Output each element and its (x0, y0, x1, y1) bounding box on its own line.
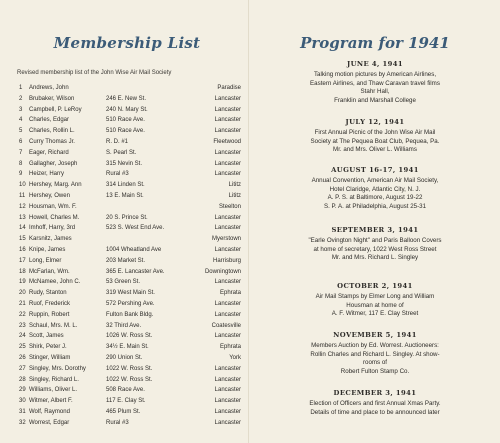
member-number: 15 (19, 236, 26, 243)
event-date: JULY 12, 1941 (345, 118, 405, 126)
member-city: Lancaster (214, 387, 241, 394)
member-number: 19 (19, 279, 26, 286)
member-name: Housman, Wm. F. (29, 203, 77, 210)
member-number: 29 (19, 387, 26, 394)
member-row (19, 342, 241, 353)
member-city: Lancaster (214, 214, 241, 221)
member-name: Ruof, Frederick (29, 300, 71, 307)
member-address: 34½ E. Main St. (106, 344, 149, 351)
member-address: 523 S. West End Ave. (106, 225, 165, 232)
member-name: Charles, Rollin L. (29, 128, 75, 135)
member-row (19, 191, 241, 202)
member-row (19, 256, 241, 267)
member-city: Lancaster (214, 419, 241, 426)
member-name: Charles, Edgar (29, 117, 70, 124)
member-address: 246 E. New St. (106, 95, 147, 102)
member-row (19, 105, 241, 116)
member-address: 508 Race Ave. (106, 387, 145, 394)
member-city: Lancaster (214, 171, 241, 178)
member-number: 21 (19, 300, 26, 307)
program-event (262, 331, 488, 376)
event-line: Rollin Charles and Richard L. Singley. At show- (310, 350, 440, 358)
member-number: 4 (19, 117, 23, 124)
member-number: 22 (19, 311, 26, 318)
member-address: 290 Union St. (106, 354, 143, 361)
member-name: Campbell, P. LeRoy (29, 106, 82, 113)
member-city: Steelton (218, 203, 241, 210)
member-name: Andrews, John (29, 85, 69, 91)
event-date: OCTOBER 2, 1941 (337, 282, 413, 290)
member-row (19, 353, 241, 364)
member-number: 9 (19, 171, 23, 178)
member-number: 12 (19, 203, 26, 210)
member-city: Downingtown (204, 268, 241, 275)
member-address: 465 Plum St. (106, 408, 141, 415)
member-city: Lancaster (214, 246, 241, 253)
member-row (19, 213, 241, 224)
member-number: 20 (19, 290, 26, 297)
program-event (262, 60, 488, 105)
member-address: 1022 W. Ross St. (106, 376, 153, 383)
member-row (19, 331, 241, 342)
member-city: York (229, 354, 241, 361)
member-number: 6 (19, 138, 23, 145)
member-number: 8 (19, 160, 23, 167)
member-row (19, 159, 241, 170)
event-line: First Annual Picnic of the John Wise Air Mail (314, 129, 436, 136)
event-line: Housman at home of (346, 301, 404, 309)
membership-title: Membership List (53, 34, 201, 52)
member-name: McNamee, John C. (29, 279, 81, 286)
member-address: 53 Green St. (106, 279, 141, 286)
member-number: 27 (19, 365, 26, 372)
event-line: Members Auction by Ed. Worrest. Auctioneers: (311, 342, 439, 349)
member-row (19, 137, 241, 148)
member-name: Worrest, Edgar (29, 419, 70, 426)
member-number: 16 (19, 246, 26, 253)
member-name: Shirk, Peter J. (29, 344, 67, 351)
program-event (262, 226, 488, 263)
member-row (19, 267, 241, 278)
member-number: 32 (19, 419, 26, 426)
member-city: Ephrata (219, 344, 241, 351)
member-city: Lancaster (214, 311, 241, 318)
member-number: 25 (19, 344, 26, 351)
member-name: Gallagher, Joseph (29, 160, 78, 167)
member-name: Brubaker, Wilson (29, 95, 75, 102)
member-address: 117 E. Clay St. (106, 398, 146, 405)
event-line: Stahr Hall, (360, 88, 390, 96)
member-row (19, 115, 241, 126)
member-row (19, 148, 241, 159)
member-row (19, 299, 241, 310)
member-city: Lancaster (214, 376, 241, 383)
member-row (19, 83, 241, 94)
member-name: Scott, James (29, 333, 64, 340)
member-row (19, 288, 241, 299)
member-name: Karsnitz, James (29, 236, 72, 243)
event-line: Robert Fulton Stamp Co. (340, 367, 410, 375)
member-name: Schaul, Mrs. M. L. (29, 322, 78, 329)
event-line: Hotel Claridge, Atlantic City, N. J. (329, 185, 421, 193)
event-line: Talking motion pictures by American Airlines, (313, 71, 437, 78)
program-event (262, 118, 488, 155)
member-name: Howell, Charles M. (29, 214, 80, 221)
member-address: Rural #3 (106, 419, 129, 426)
event-line: "Earle Ovington Night" and Paris Balloon Covers (308, 237, 442, 244)
event-line: A. F. Witmer, 117 E. Clay Street (331, 310, 419, 318)
member-address: Fulton Bank Bldg. (106, 311, 154, 318)
member-city: Paradise (217, 85, 241, 91)
member-name: Witmer, Albert F. (29, 398, 73, 405)
member-number: 7 (19, 149, 23, 156)
member-city: Myerstown (211, 236, 241, 243)
member-address: 319 West Main St. (106, 290, 155, 297)
member-row (19, 418, 241, 429)
member-name: Heizer, Harry (29, 171, 65, 178)
event-line: Annual Convention, American Air Mail Society, (311, 177, 439, 184)
member-row (19, 375, 241, 386)
member-address: 510 Race Ave. (106, 117, 145, 124)
member-name: Curry Thomas Jr. (29, 138, 75, 145)
member-city: Lancaster (214, 398, 241, 405)
member-name: Hershey, Owen (29, 192, 70, 199)
program-event (262, 282, 488, 319)
member-name: Long, Elmer (29, 257, 62, 264)
event-line: S. P. A. at Philadelphia, August 25-31 (323, 202, 427, 210)
member-city: Lancaster (214, 149, 241, 156)
event-date: SEPTEMBER 3, 1941 (331, 226, 419, 234)
member-row (19, 396, 241, 407)
member-address: 315 Nevin St. (106, 160, 143, 167)
member-row (19, 94, 241, 105)
event-line: Election of Officers and first Annual Xmas Party. (309, 400, 441, 407)
member-city: Lancaster (214, 333, 241, 340)
member-number: 17 (19, 257, 26, 264)
member-row (19, 126, 241, 137)
event-line: Society at The Pequea Boat Club, Pequea, Pa. (310, 137, 440, 145)
event-date: DECEMBER 3, 1941 (333, 389, 417, 397)
member-name: Stinger, William (29, 354, 71, 361)
member-number: 5 (19, 128, 23, 135)
member-number: 28 (19, 376, 26, 383)
member-number: 31 (19, 408, 26, 415)
event-line: rooms of (362, 359, 388, 367)
member-city: Lancaster (214, 279, 241, 286)
member-city: Ephrata (219, 290, 241, 297)
member-number: 1 (19, 85, 23, 91)
member-address: 1026 W. Ross St. (106, 333, 153, 340)
member-row (19, 180, 241, 191)
member-city: Lancaster (214, 365, 241, 372)
member-row (19, 277, 241, 288)
member-number: 18 (19, 268, 26, 275)
member-address: 240 N. Mary St. (106, 106, 148, 113)
event-date: AUGUST 16-17, 1941 (331, 166, 419, 174)
member-address: R. D. #1 (106, 138, 129, 145)
member-name: Imhoff, Harry, 3rd (29, 225, 76, 232)
member-row (19, 169, 241, 180)
member-number: 2 (19, 95, 23, 102)
member-city: Lancaster (214, 117, 241, 124)
member-row (19, 310, 241, 321)
member-number: 3 (19, 106, 23, 113)
member-row (19, 245, 241, 256)
event-date: NOVEMBER 5, 1941 (333, 331, 417, 339)
event-line: Mr. and Mrs. Richard L. Singley (331, 254, 419, 262)
member-row (19, 364, 241, 375)
event-line: Air Mail Stamps by Elmer Long and William (315, 293, 435, 300)
member-row (19, 321, 241, 332)
member-name: Singley, Mrs. Dorothy (29, 365, 86, 372)
event-line: Details of time and place to be announced later (310, 408, 440, 416)
member-row (19, 202, 241, 213)
member-number: 10 (19, 182, 26, 189)
page-fold (248, 0, 249, 443)
member-city: Fleetwood (213, 138, 241, 145)
member-city: Coatesville (211, 322, 241, 329)
member-number: 11 (19, 192, 26, 199)
member-name: Rudy, Stanton (29, 290, 67, 297)
member-name: Singley, Richard L. (29, 376, 79, 383)
event-line: at home of secretary, 1022 West Ross Street (313, 245, 437, 253)
member-name: Knipe, James (29, 246, 66, 253)
member-name: Wolf, Raymond (29, 408, 70, 415)
member-name: Ruppin, Robert (29, 311, 70, 318)
member-address: 1004 Wheatland Ave (106, 246, 162, 253)
member-city: Lancaster (214, 95, 241, 102)
member-address: 20 S. Prince St. (106, 214, 148, 221)
member-address: 32 Third Ave. (106, 322, 142, 329)
program-event (262, 389, 488, 417)
member-name: Williams, Oliver L. (29, 387, 78, 394)
member-address: 314 Linden St. (106, 182, 145, 189)
member-list (19, 83, 241, 429)
revised-note: Revised membership list of the John Wise Air Mail Society (17, 70, 172, 76)
member-row (19, 385, 241, 396)
member-address: 365 E. Lancaster Ave. (106, 268, 165, 275)
member-row (19, 234, 241, 245)
event-line: Mr. and Mrs. Oliver L. Williams (333, 146, 417, 154)
member-city: Harrisburg (212, 257, 241, 264)
event-date: JUNE 4, 1941 (346, 60, 404, 68)
member-address: S. Pearl St. (106, 149, 137, 156)
member-city: Lancaster (214, 408, 241, 415)
member-city: Lancaster (214, 106, 241, 113)
member-city: Lancaster (214, 160, 241, 167)
member-number: 13 (19, 214, 26, 221)
member-row (19, 407, 241, 418)
event-line: Franklin and Marshall College (334, 96, 416, 104)
member-name: McFarlan, Wm. (29, 268, 70, 275)
member-address: 572 Pershing Ave. (106, 300, 155, 307)
member-number: 23 (19, 322, 26, 329)
member-city: Lititz (228, 182, 241, 189)
member-row (19, 223, 241, 234)
member-address: 13 E. Main St. (106, 192, 144, 199)
program-event (262, 166, 488, 211)
program-title: Program for 1941 (300, 34, 450, 52)
member-address: 203 Market St. (106, 257, 146, 264)
member-number: 26 (19, 354, 26, 361)
member-city: Lancaster (214, 128, 241, 135)
event-line: A. P. S. at Baltimore, August 19-22 (327, 194, 423, 202)
member-name: Hershey, Marg. Ann (29, 182, 82, 189)
member-number: 14 (19, 225, 26, 232)
member-address: 1022 W. Ross St. (106, 365, 153, 372)
member-city: Lititz (228, 192, 241, 199)
member-address: 510 Race Ave. (106, 128, 145, 135)
event-line: Eastern Airlines, and Thaw Caravan travel films (310, 79, 440, 87)
member-address: Rural #3 (106, 171, 129, 178)
member-number: 24 (19, 333, 26, 340)
member-city: Lancaster (214, 300, 241, 307)
member-number: 30 (19, 398, 26, 405)
member-city: Lancaster (214, 225, 241, 232)
member-name: Eager, Richard (29, 149, 69, 156)
